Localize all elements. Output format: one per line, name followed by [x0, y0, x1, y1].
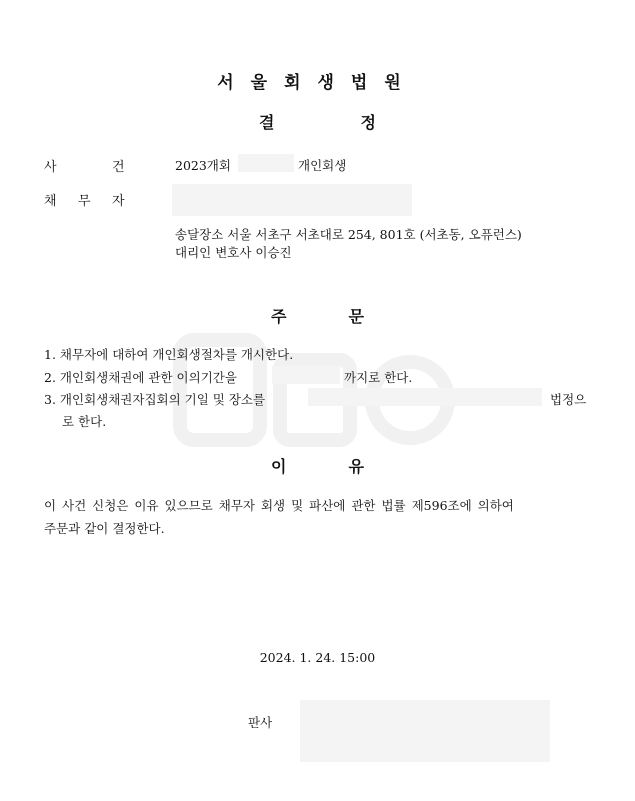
order-item-1-text: 채무자에 대하여 개인회생절차를 개시한다. — [59, 347, 294, 362]
reason-heading-second: 유 — [348, 457, 364, 476]
order-item-1-num: 1. — [44, 347, 56, 362]
order-heading — [0, 304, 635, 327]
reason-heading — [0, 454, 635, 477]
case-number: 2023개회 — [175, 158, 231, 173]
case-label-char-1: 사 — [44, 160, 57, 175]
order-item-3-text-before: 개인회생채권자집회의 기일 및 장소를 — [59, 392, 266, 407]
debtor-label-char-1: 채 — [44, 194, 57, 209]
order-item-3-text-after: 법정으 — [550, 392, 587, 407]
order-item-2-num: 2. — [44, 370, 56, 385]
order-heading-second: 문 — [348, 307, 364, 326]
document-type-first: 결 — [259, 113, 275, 132]
case-name: 개인회생 — [298, 158, 347, 173]
reason-line-1: 이 사건 신청은 이유 있으므로 채무자 회생 및 파산에 관한 법률 제596조에 의하여 — [44, 498, 514, 513]
meeting-date-place-redaction — [308, 388, 542, 406]
order-item-2 — [44, 368, 237, 386]
order-item-2-text-before: 개인회생채권에 관한 이의기간을 — [59, 370, 237, 385]
judge-label: 판사 — [248, 715, 273, 730]
order-heading-first: 주 — [271, 307, 287, 326]
order-item-1 — [44, 345, 293, 363]
court-name: 서울회생법원 — [217, 73, 418, 93]
document-type-heading — [0, 110, 635, 133]
order-item-3-num: 3. — [44, 392, 56, 407]
document-type-second: 정 — [360, 113, 376, 132]
debtor-label-char-2: 무 — [78, 194, 91, 209]
case-label-char-2: 건 — [112, 160, 125, 175]
reason-heading-first: 이 — [271, 457, 287, 476]
order-item-2-text-after: 까지로 한다. — [344, 370, 413, 385]
debtor-agent: 대리인 변호사 이승진 — [175, 245, 292, 260]
decision-date: 2024. 1. 24. 15:00 — [259, 650, 376, 665]
case-number-redaction — [238, 154, 294, 172]
debtor-label-char-3: 자 — [112, 194, 125, 209]
reason-line-2: 주문과 같이 결정한다. — [44, 521, 165, 536]
debtor-name-redaction — [172, 184, 412, 216]
order-item-3 — [44, 390, 265, 408]
service-address: 송달장소 서울 서초구 서초대로 254, 801호 (서초동, 오퓨런스) — [175, 227, 522, 242]
judge-name-redaction — [300, 700, 550, 762]
objection-period-redaction — [272, 366, 340, 384]
order-item-3-continuation: 로 한다. — [62, 414, 107, 429]
